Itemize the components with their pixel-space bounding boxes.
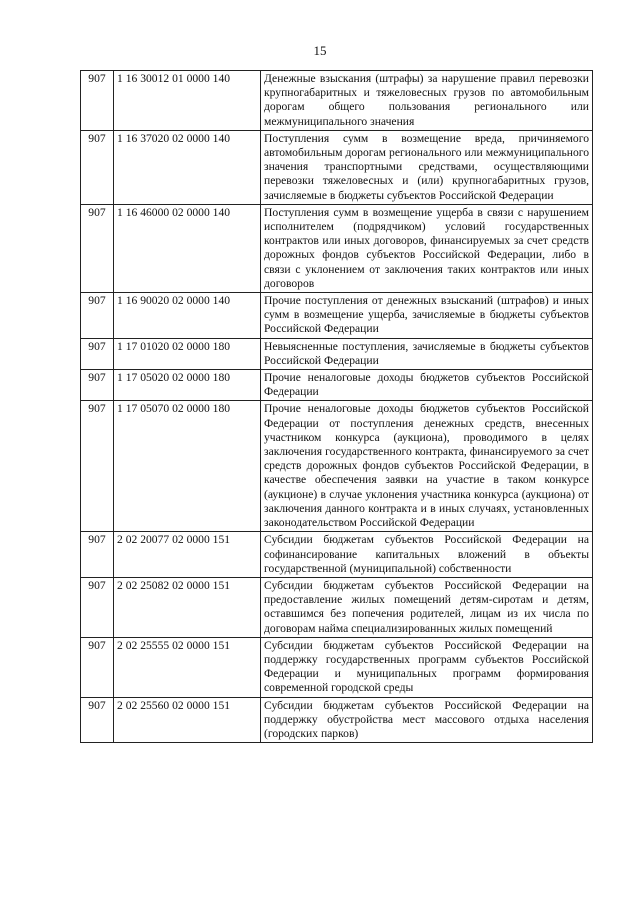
- admin-code-cell: 907: [81, 401, 114, 532]
- revenue-codes-table: [80, 70, 593, 743]
- budget-code-cell: 1 16 30012 01 0000 140: [114, 71, 261, 131]
- revenue-name-cell: Прочие неналоговые доходы бюджетов субъектов Российской Федерации от поступления денежных средств, внесенных участником конкурса (аукциона), проводимого в целях заключения государственного контракта, финансируемого за счет средств дорожных фондов субъектов Российской Федерации, в качестве обеспечения заявки на участие в таком конкурсе (аукционе) в случае уклонения участника конкурса (аукциона) от заключения данного контракта и в иных случаях, установленных законодательством Российской Федерации: [261, 401, 593, 532]
- table-row: [81, 293, 593, 339]
- table-row: [81, 130, 593, 204]
- revenue-name-cell: Поступления сумм в возмещение вреда, причиняемого автомобильным дорогам регионального или межмуниципального значения транспортными средствами, осуществляющими перевозки тяжеловесных и (или) крупногабаритных грузов, зачисляемые в бюджеты субъектов Российской Федерации: [261, 130, 593, 204]
- budget-code-cell: 2 02 20077 02 0000 151: [114, 532, 261, 578]
- budget-code-cell: 1 17 01020 02 0000 180: [114, 338, 261, 369]
- admin-code-cell: 907: [81, 577, 114, 637]
- table-row: [81, 338, 593, 369]
- budget-code-cell: 1 17 05070 02 0000 180: [114, 401, 261, 532]
- budget-code-cell: 2 02 25560 02 0000 151: [114, 697, 261, 743]
- table-row: [81, 577, 593, 637]
- revenue-name-cell: Субсидии бюджетам субъектов Российской Федерации на поддержку государственных программ субъектов Российской Федерации и муниципальных программ формирования современной городской среды: [261, 637, 593, 697]
- admin-code-cell: 907: [81, 338, 114, 369]
- revenue-name-cell: Поступления сумм в возмещение ущерба в связи с нарушением исполнителем (подрядчиком) условий государственных контрактов или иных договоров, финансируемых за счет средств дорожных фондов субъектов Российской Федерации, либо в связи с уклонением от заключения таких контрактов или иных договоров: [261, 204, 593, 292]
- table-row: [81, 637, 593, 697]
- table-row: [81, 370, 593, 401]
- revenue-name-cell: Субсидии бюджетам субъектов Российской Федерации на поддержку обустройства мест массового отдыха населения (городских парков): [261, 697, 593, 743]
- admin-code-cell: 907: [81, 370, 114, 401]
- revenue-name-cell: Прочие неналоговые доходы бюджетов субъектов Российской Федерации: [261, 370, 593, 401]
- revenue-name-cell: Прочие поступления от денежных взысканий (штрафов) и иных сумм в возмещение ущерба, зачисляемые в бюджеты субъектов Российской Федерации: [261, 293, 593, 339]
- budget-code-cell: 2 02 25082 02 0000 151: [114, 577, 261, 637]
- admin-code-cell: 907: [81, 71, 114, 131]
- table-row: [81, 532, 593, 578]
- admin-code-cell: 907: [81, 637, 114, 697]
- admin-code-cell: 907: [81, 204, 114, 292]
- budget-code-cell: 2 02 25555 02 0000 151: [114, 637, 261, 697]
- revenue-name-cell: Денежные взыскания (штрафы) за нарушение правил перевозки крупногабаритных и тяжеловесных грузов по автомобильным дорогам общего пользования регионального или межмуниципального значения: [261, 71, 593, 131]
- table-row: [81, 204, 593, 292]
- admin-code-cell: 907: [81, 293, 114, 339]
- revenue-name-cell: Субсидии бюджетам субъектов Российской Федерации на предоставление жилых помещений детям-сиротам и детям, оставшимся без попечения родителей, лицам из их числа по договорам найма специализированных жилых помещений: [261, 577, 593, 637]
- budget-code-cell: 1 16 46000 02 0000 140: [114, 204, 261, 292]
- admin-code-cell: 907: [81, 130, 114, 204]
- page-number: 15: [313, 43, 327, 58]
- revenue-name-cell: Невыясненные поступления, зачисляемые в бюджеты субъектов Российской Федерации: [261, 338, 593, 369]
- budget-code-cell: 1 16 90020 02 0000 140: [114, 293, 261, 339]
- budget-code-cell: 1 16 37020 02 0000 140: [114, 130, 261, 204]
- budget-code-cell: 1 17 05020 02 0000 180: [114, 370, 261, 401]
- table-row: [81, 71, 593, 131]
- revenue-name-cell: Субсидии бюджетам субъектов Российской Федерации на софинансирование капитальных вложений в объекты государственной (муниципальной) собственности: [261, 532, 593, 578]
- admin-code-cell: 907: [81, 697, 114, 743]
- table-row: [81, 401, 593, 532]
- table-row: [81, 697, 593, 743]
- admin-code-cell: 907: [81, 532, 114, 578]
